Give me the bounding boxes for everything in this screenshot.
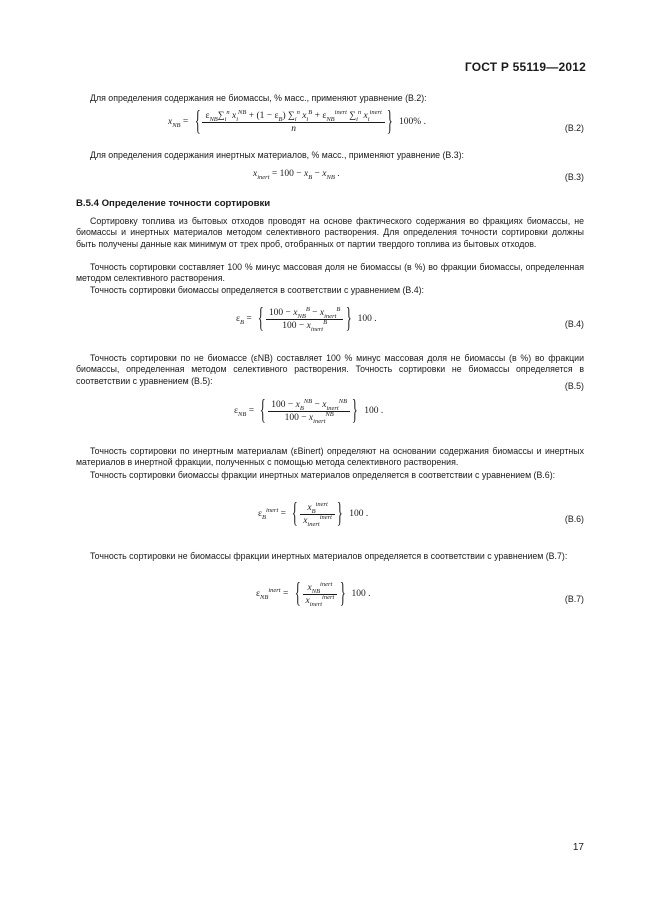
equation-b3-number: (В.3) [564, 172, 584, 182]
paragraph-sorting-1: Сортировку топлива из бытовых отходов проводят на основе фактического содержания во фракциях биомассы, не биомассы и инертных материалов методом селективного растворения. Для определения точности сортировки должны быть получены данные как минимум от трех проб, отобранных от партии твердого топлива из бытовых отходов. [76, 216, 584, 249]
equation-b2: $x_{NB}$ = { $\frac{\varepsilon_{NB}\sum_i^n x_i^{NB} + (1 - \varepsilon_B) \sum_i^n x_i^B + \varepsilon_{NB}^{inert} \sum_i^n x_i^{inert}}{n}$ } 100% . [168, 106, 426, 137]
standard-header: ГОСТ Р 55119—2012 [464, 60, 586, 74]
paragraph-b6-intro: Точность сортировки биомассы фракции инертных материалов определяется в соответствии с уравнением (В.6): [90, 470, 556, 480]
equation-b4-number: (В.4) [564, 319, 584, 329]
equation-b6-number: (В.6) [564, 514, 584, 524]
equation-b5: $\varepsilon_{NB}$ = { $\frac{100 - x_B^{NB} - x_{inert}^{NB}}{100 - x_{inert}^{NB}}$ } 100 . [234, 395, 384, 426]
equation-b3: $x_{inert} = 100 - x_B - x_{NB}$ . [253, 169, 340, 181]
equation-b7-number: (В.7) [564, 594, 584, 604]
equation-b2-number: (В.2) [564, 123, 584, 133]
paragraph-b6-a: Точность сортировки по инертным материалам (εBinert) определяют на основании содержания биомассы и инертных материалов в инертной фракции, полученных с помощью метода селективного растворения. [76, 446, 584, 468]
paragraph-b7-intro: Точность сортировки не биомассы фракции инертных материалов определяется в соответствии с уравнением (В.7): [90, 551, 568, 561]
paragraph-b2-intro: Для определения содержания не биомассы, % масс., применяют уравнение (В.2): [90, 93, 427, 103]
paragraph-b4-intro: Точность сортировки биомассы определяется в соответствии с уравнением (В.4): [90, 285, 424, 295]
equation-b5-number: (В.5) [564, 381, 584, 391]
page-number: 17 [572, 842, 584, 853]
equation-b7: $\varepsilon_{NB}^{inert}$ = { $\frac{x_{NB}^{inert}}{x_{inert}^{inert}}$ } 100 . [256, 578, 371, 609]
section-heading: В.5.4 Определение точности сортировки [76, 198, 271, 209]
paragraph-b5-intro: Точность сортировки по не биомассе (εNB) составляет 100 % минус массовая доля не биомассы (в %) во фракции биомассы, определенная методом селективного растворения. Точность сортировки не биомассы определяется в соответствии с уравнением (В.5): [76, 353, 584, 386]
paragraph-b3-intro: Для определения содержания инертных материалов, % масс., применяют уравнение (В.3): [90, 150, 464, 160]
paragraph-sorting-2: Точность сортировки составляет 100 % минус массовая доля не биомассы (в %) во фракции биомассы, определенная методом селективного растворения. [76, 262, 584, 284]
equation-b4: $\varepsilon_B$ = { $\frac{100 - x_{NB}^B - x_{inert}^B}{100 - x_{inert}^B}$ } 100 . [236, 303, 377, 334]
equation-b6: $\varepsilon_B^{inert}$ = { $\frac{x_B^{inert}}{x_{inert}^{inert}}$ } 100 . [258, 498, 369, 529]
